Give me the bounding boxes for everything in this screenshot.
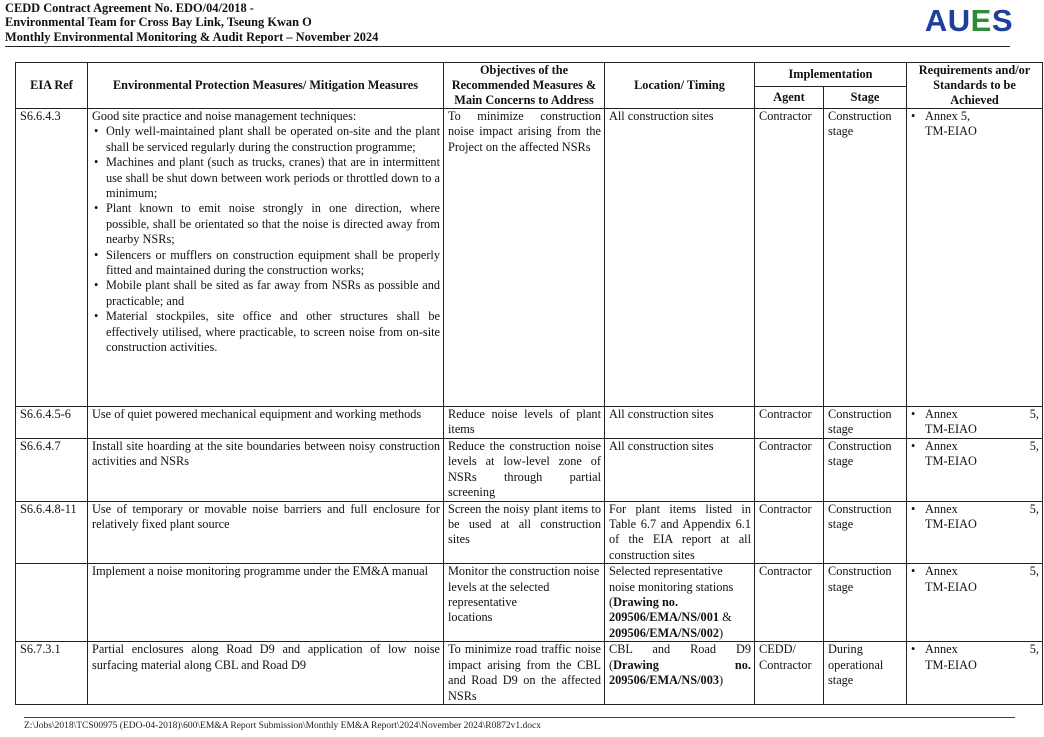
measure-cell: Implement a noise monitoring programme under the EM&A manual — [88, 564, 444, 642]
stage-cell: During operational stage — [824, 642, 907, 705]
header-text — [5, 1, 378, 44]
stage-cell: Construction stage — [824, 439, 907, 502]
objective-cell: Reduce noise levels of plant items — [444, 407, 605, 439]
table-row — [16, 439, 1043, 502]
list-item: • Mobile plant shall be sited as far away from NSRs as possible and practicable; and — [106, 278, 440, 309]
list-item: • Silencers or mufflers on construction equipment shall be properly fitted and maintained during the construction works; — [106, 248, 440, 279]
stage-cell: Construction stage — [824, 407, 907, 439]
measure-cell — [88, 109, 444, 407]
header-location: Location/ Timing — [605, 63, 755, 109]
location-cell: Selected representative noise monitoring stations (Drawing no. 209506/EMA/NS/001 & 209506/EMA/NS/002) — [605, 564, 755, 642]
footer-divider — [24, 717, 1015, 718]
header-agent: Agent — [755, 87, 824, 109]
objective-cell: Reduce the construction noise levels at low-level zone of NSRs through partial screening — [444, 439, 605, 502]
file-path-footer: Z:\Jobs\2018\TCS00975 (EDO-04-2018)\600\EM&A Report Submission\Monthly EM&A Report\2024\November 2024\R0872v1.docx — [24, 721, 541, 731]
table-row — [16, 407, 1043, 439]
header-objectives: Objectives of the Recommended Measures & Main Concerns to Address — [444, 63, 605, 109]
agent-cell: Contractor — [755, 407, 824, 439]
agent-cell: Contractor — [755, 501, 824, 564]
table-row — [16, 501, 1043, 564]
report-title: Monthly Environmental Monitoring & Audit Report – November 2024 — [5, 29, 379, 44]
header-eia-ref: EIA Ref — [16, 63, 88, 109]
stage-cell: Construction stage — [824, 109, 907, 407]
objective-cell: Screen the noisy plant items to be used at all construction sites — [444, 501, 605, 564]
location-cell: All construction sites — [605, 109, 755, 407]
header-measures: Environmental Protection Measures/ Mitigation Measures — [88, 63, 444, 109]
measure-bullet-list — [92, 124, 440, 355]
requirement-cell: • Annex 5, TM-EIAO — [907, 642, 1043, 705]
agent-cell: Contractor — [755, 109, 824, 407]
mitigation-measures-table — [15, 62, 1043, 705]
list-item: • Only well-maintained plant shall be operated on-site and the plant shall be serviced regularly during the construction programme; — [106, 124, 440, 155]
table-row — [16, 109, 1043, 407]
objective-cell: To minimize road traffic noise impact arising from the CBL and Road D9 on the affected NSRs — [444, 642, 605, 705]
bullet-icon: • — [911, 501, 916, 516]
bullet-icon: • — [911, 109, 916, 123]
location-cell: All construction sites — [605, 407, 755, 439]
agent-cell: CEDD/ Contractor — [755, 642, 824, 705]
measure-intro: Good site practice and noise management techniques: — [92, 109, 357, 123]
eia-ref-cell: S6.6.4.3 — [16, 109, 88, 407]
stage-cell: Construction stage — [824, 564, 907, 642]
list-item: • Material stockpiles, site office and other structures shall be effectively utilised, where practicable, to screen noise from on-site construction activities. — [106, 309, 440, 355]
drawing-ref: 209506/EMA/NS/002 — [609, 625, 719, 640]
measure-cell: Use of quiet powered mechanical equipment and working methods — [88, 407, 444, 439]
table-row — [16, 564, 1043, 642]
aues-logo: AUES — [924, 3, 1013, 38]
team-title: Environmental Team for Cross Bay Link, Tseung Kwan O — [5, 15, 312, 30]
requirement-cell: • Annex 5, TM-EIAO — [907, 109, 1043, 407]
requirement-cell: • Annex 5, TM-EIAO — [907, 501, 1043, 564]
table-row — [16, 642, 1043, 705]
list-item: • Machines and plant (such as trucks, cranes) that are in intermittent use shall be shut down between work periods or throttled down to a minimum; — [106, 155, 440, 201]
bullet-icon: • — [911, 564, 916, 579]
requirement-cell: • Annex 5, TM-EIAO — [907, 407, 1043, 439]
bullet-icon: • — [911, 439, 916, 453]
drawing-ref: Drawing no. 209506/EMA/NS/003 — [609, 657, 751, 688]
bullet-icon: • — [911, 642, 916, 657]
eia-ref-cell: S6.6.4.8-11 — [16, 501, 88, 564]
measure-cell: Partial enclosures along Road D9 and application of low noise surfacing material along CBL and Road D9 — [88, 642, 444, 705]
eia-ref-cell: S6.7.3.1 — [16, 642, 88, 705]
agent-cell: Contractor — [755, 439, 824, 502]
objective-cell: To minimize construction noise impact arising from the Project on the affected NSRs — [444, 109, 605, 407]
header-divider — [5, 46, 1010, 47]
header-requirements: Requirements and/or Standards to be Achieved — [907, 63, 1043, 109]
location-cell: For plant items listed in Table 6.7 and Appendix 6.1 of the EIA report at all construction sites — [605, 501, 755, 564]
agent-cell: Contractor — [755, 564, 824, 642]
contract-title: CEDD Contract Agreement No. EDO/04/2018 - — [5, 1, 254, 15]
eia-ref-cell — [16, 564, 88, 642]
stage-cell: Construction stage — [824, 501, 907, 564]
header-stage: Stage — [824, 87, 907, 109]
header-implementation: Implementation — [755, 63, 907, 87]
objective-cell: Monitor the construction noise levels at the selected representative locations — [444, 564, 605, 642]
requirement-cell: • Annex 5, TM-EIAO — [907, 439, 1043, 502]
measure-cell: Install site hoarding at the site boundaries between noisy construction activities and NSRs — [88, 439, 444, 502]
list-item: • Plant known to emit noise strongly in one direction, where possible, shall be orientated so that the noise is directed away from nearby NSRs; — [106, 201, 440, 247]
location-cell: CBL and Road D9 (Drawing no. 209506/EMA/NS/003) — [605, 642, 755, 705]
page-header — [5, 0, 1015, 46]
requirement-cell: • Annex 5, TM-EIAO — [907, 564, 1043, 642]
bullet-icon: • — [911, 407, 916, 421]
location-cell: All construction sites — [605, 439, 755, 502]
eia-ref-cell: S6.6.4.5-6 — [16, 407, 88, 439]
eia-ref-cell: S6.6.4.7 — [16, 439, 88, 502]
drawing-ref: Drawing no. 209506/EMA/NS/001 — [609, 595, 719, 625]
measure-cell: Use of temporary or movable noise barriers and full enclosure for relatively fixed plant source — [88, 501, 444, 564]
